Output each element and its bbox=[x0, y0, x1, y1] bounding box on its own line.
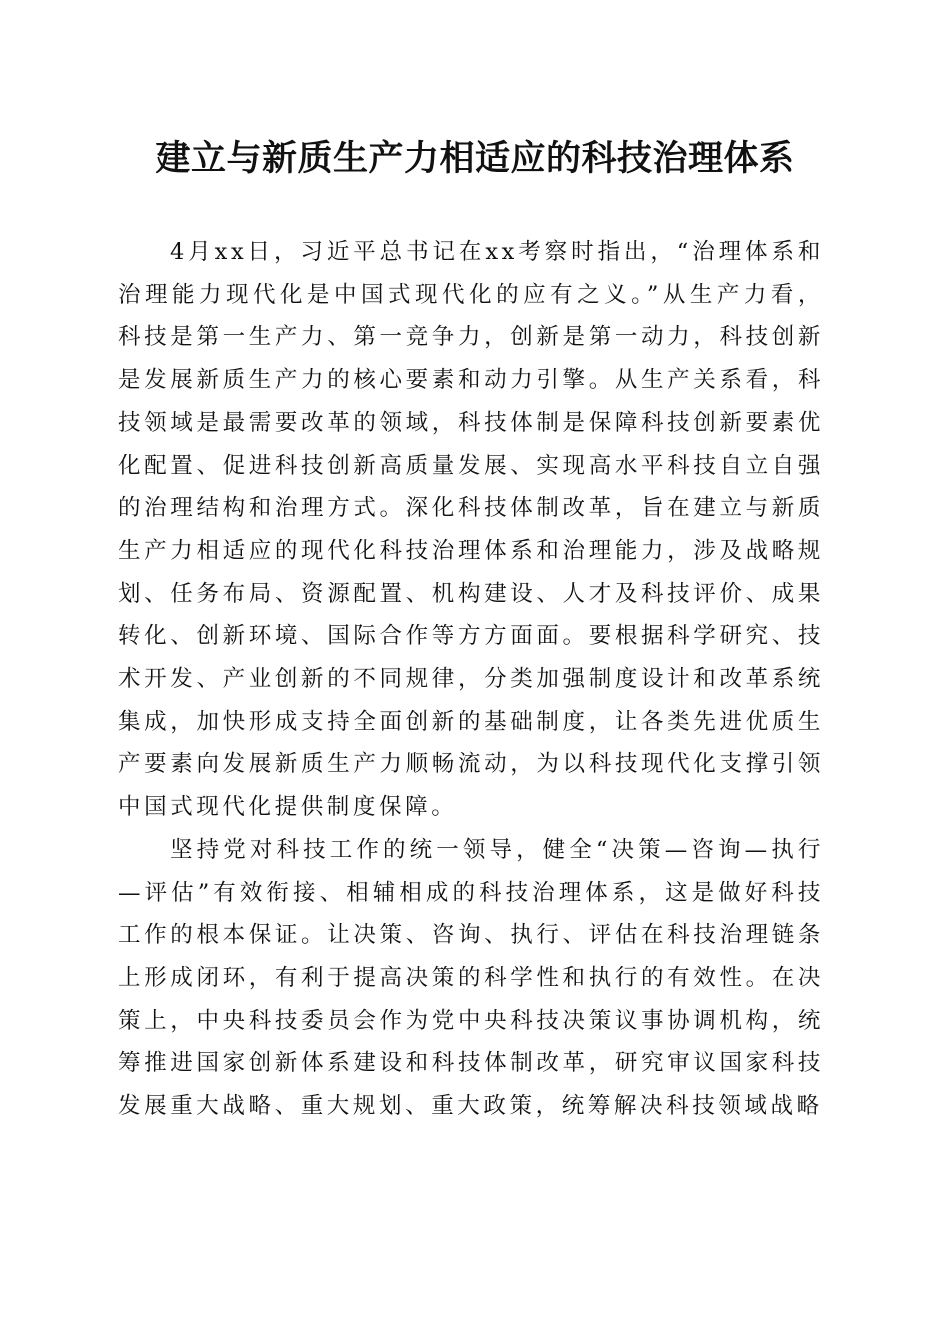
paragraph-2: 坚持党对科技工作的统一领导，健全“决策—咨询—执行—评估”有效衔接、相辅相成的科技治理体系，这是做好科技工作的根本保证。让决策、咨询、执行、评估在科技治理链条上形成闭环，有利于提高决策的科学性和执行的有效性。在决策上，中央科技委员会作为党中央科技决策议事协调机构，统筹推进国家创新体系建设和科技体制改革，研究审议国家科技发展重大战略、重大规划、重大政策，统筹解决科技领域战略 bbox=[118, 836, 824, 1120]
document-title: 建立与新质生产力相适应的科技治理体系 bbox=[155, 138, 795, 179]
paragraph-1: 4月xx日，习近平总书记在xx考察时指出，“治理体系和治理能力现代化是中国式现代化的应有之义。”从生产力看，科技是第一生产力、第一竞争力，创新是第一动力，科技创新是发展新质生产力的核心要素和动力引擎。从生产关系看，科技领域是最需要改革的领域，科技体制是保障科技创新要素优化配置、促进科技创新高质量发展、实现高水平科技自立自强的治理结构和治理方式。深化科技体制改革，旨在建立与新质生产力相适应的现代化科技治理体系和治理能力，涉及战略规划、任务布局、资源配置、机构建设、人才及科技评价、成果转化、创新环境、国际合作等方方面面。要根据科学研究、技术开发、产业创新的不同规律，分类加强制度设计和改革系统集成，加快形成支持全面创新的基础制度，让各类先进优质生产要素向发展新质生产力顺畅流动，为以科技现代化支撑引领中国式现代化提供制度保障。 bbox=[118, 239, 824, 821]
document-body bbox=[118, 231, 824, 1128]
